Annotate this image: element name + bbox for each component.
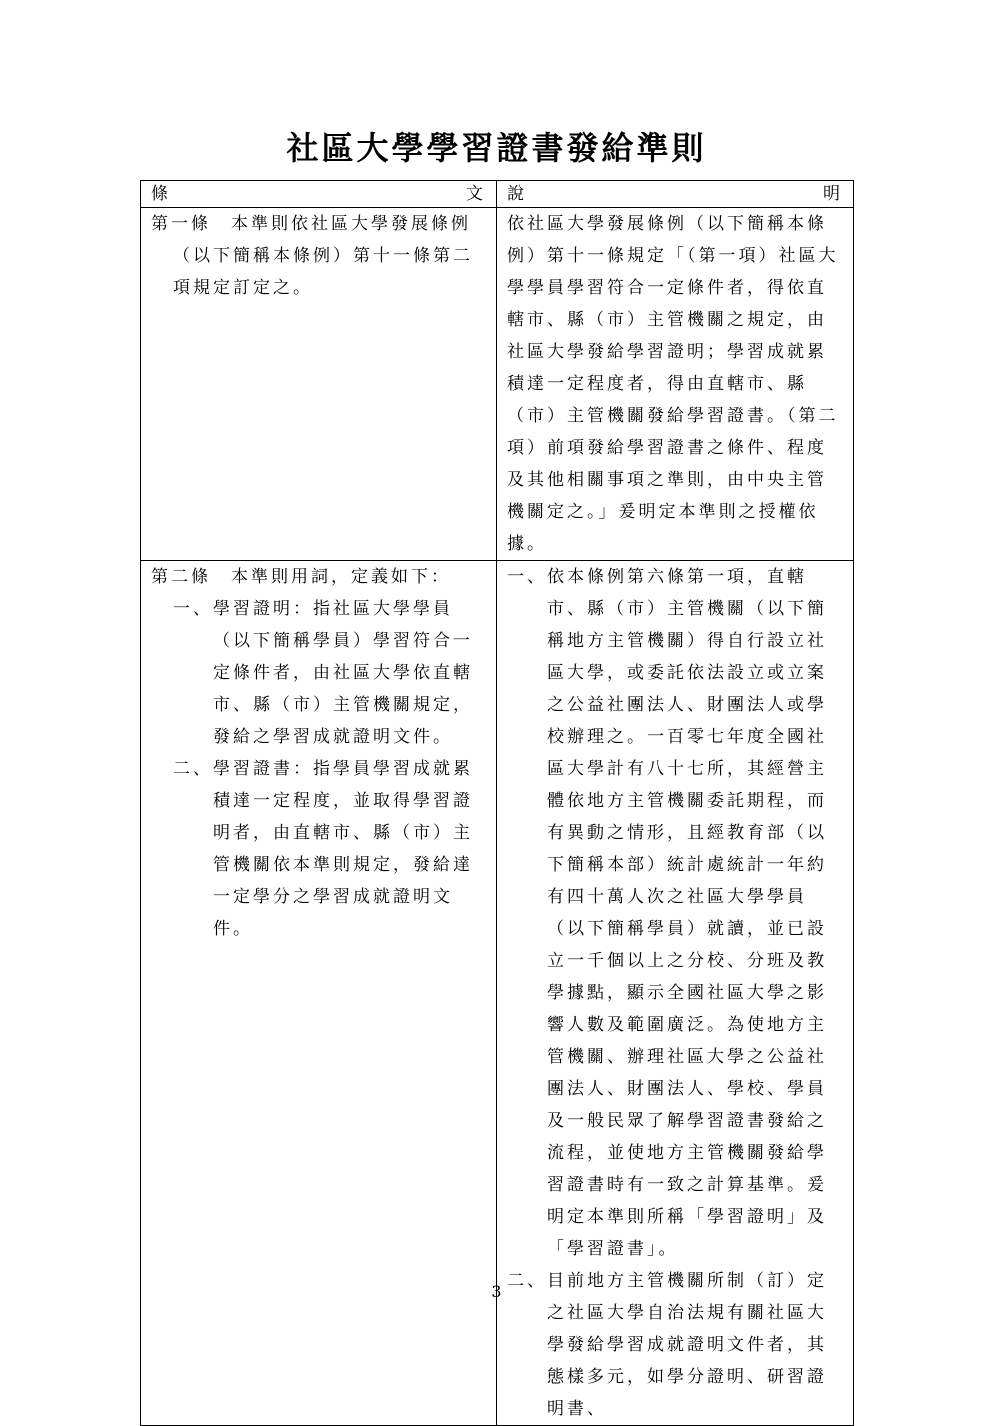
- header-article-char-2: 文: [466, 184, 486, 204]
- header-explanation-char-2: 明: [823, 184, 843, 204]
- explanation-text: 依社區大學發展條例（以下簡稱本條例）第十一條規定「（第一項）社區大學學員學習符合一定條件者，得依直轄市、縣（市）主管機關之規定，由社區大學發給學習證明；學習成就累積達一定程度者，得由直轄市、縣（市）主管機關發給學習證書。（第二項）前項發給學習證書之條件、程度及其他相關事項之準則，由中央主管機關定之。」爰明定本準則之授權依據。: [507, 214, 839, 554]
- table-header-row: [141, 181, 854, 208]
- header-explanation-char-1: 說: [507, 184, 527, 204]
- article-item: 二、學習證書：指學員學習成就累積達一定程度，並取得學習證明者，由直轄市、縣（市）主管機關依本準則規定，發給達一定學分之學習成就證明文件。: [173, 759, 473, 939]
- explanation-item: 二、目前地方主管機關所制（訂）定之社區大學自治法規有關社區大學發給學習成就證明文件者，其態樣多元，如學分證明、研習證明書、: [507, 1271, 827, 1419]
- article-lead: 第二條 本準則用詞，定義如下：: [151, 567, 451, 587]
- article-item: 一、學習證明：指社區大學學員（以下簡稱學員）學習符合一定條件者，由社區大學依直轄市、縣（市）主管機關規定，發給之學習成就證明文件。: [173, 599, 473, 747]
- article-body: （以下簡稱本條例）第十一條第二項規定訂定之。: [173, 246, 473, 298]
- explanation-cell: [497, 208, 854, 561]
- article-cell: [141, 208, 497, 561]
- header-explanation-cell: [497, 181, 854, 208]
- header-article-cell: [141, 181, 497, 208]
- document-title: 社區大學學習證書發給準則: [286, 129, 707, 167]
- page-number: 3: [491, 1282, 502, 1301]
- explanation-item: 一、依本條例第六條第一項，直轄市、縣（市）主管機關（以下簡稱地方主管機關）得自行設立社區大學，或委託依法設立或立案之公益社團法人、財團法人或學校辦理之。一百零七年度全國社區大學計有八十七所，其經營主體依地方主管機關委託期程，而有異動之情形，且經教育部（以下簡稱本部）統計處統計一年約有四十萬人次之社區大學學員（以下簡稱學員）就讀，並已設立一千個以上之分校、分班及教學據點，顯示全國社區大學之影響人數及範圍廣泛。為使地方主管機關、辦理社區大學之公益社團法人、財團法人、學校、學員及一般民眾了解學習證書發給之流程，並使地方主管機關發給學習證書時有一致之計算基準。爰明定本準則所稱「學習證明」及「學習證書」。: [507, 567, 827, 1259]
- table-row: [141, 208, 854, 561]
- article-lead: 第一條 本準則依社區大學發展條例: [151, 214, 471, 234]
- articles-table: [140, 180, 854, 1426]
- header-article-char-1: 條: [151, 184, 171, 204]
